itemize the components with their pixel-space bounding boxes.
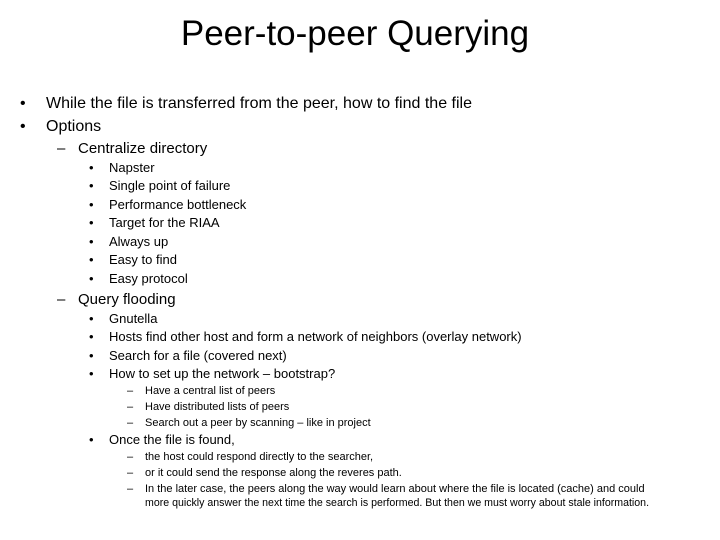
found-item: Once the file is found, <box>109 432 235 447</box>
dash-marker: – <box>57 291 66 308</box>
dash-marker: – <box>127 483 134 495</box>
centralize-item: Performance bottleneck <box>109 197 247 212</box>
bullet-marker: • <box>20 95 26 112</box>
bootstrap-item: Have a central list of peers <box>145 385 276 397</box>
bullet-marker: • <box>89 178 94 193</box>
dash-marker: – <box>127 417 134 429</box>
bullet-marker: • <box>89 329 94 344</box>
bullet-marker: • <box>89 197 94 212</box>
bullet-marker: • <box>89 160 94 175</box>
dash-marker: – <box>127 385 134 397</box>
bullet-marker: • <box>89 348 94 363</box>
dash-marker: – <box>57 140 66 157</box>
bullet-marker: • <box>89 311 94 326</box>
bootstrap-item: Search out a peer by scanning – like in project <box>145 417 371 429</box>
flooding-item: How to set up the network – bootstrap? <box>109 366 336 381</box>
found-subitem-continued: more quickly answer the next time the search is performed. But then we must worry about stale information. <box>145 497 650 509</box>
flooding-heading: Query flooding <box>78 291 176 308</box>
bullet-marker: • <box>89 234 94 249</box>
found-subitem: or it could send the response along the reveres path. <box>145 467 402 479</box>
slide-title: Peer-to-peer Querying <box>180 14 530 53</box>
centralize-item: Easy protocol <box>109 271 188 286</box>
centralize-item: Easy to find <box>109 252 177 267</box>
bullet-marker: • <box>89 432 94 447</box>
bullet-options: Options <box>46 118 102 135</box>
bootstrap-item: Have distributed lists of peers <box>145 401 290 413</box>
bullet-marker: • <box>89 366 94 381</box>
flooding-item: Gnutella <box>109 311 158 326</box>
dash-marker: – <box>127 451 134 463</box>
flooding-item: Search for a file (covered next) <box>109 348 287 363</box>
bullet-marker: • <box>89 252 94 267</box>
dash-marker: – <box>127 467 134 479</box>
centralize-item: Single point of failure <box>109 178 231 193</box>
found-subitem: In the later case, the peers along the way would learn about where the file is located (cache) and could <box>145 483 645 495</box>
centralize-item: Target for the RIAA <box>109 215 220 230</box>
centralize-heading: Centralize directory <box>78 140 208 157</box>
flooding-item: Hosts find other host and form a network of neighbors (overlay network) <box>109 329 522 344</box>
bullet-marker: • <box>89 271 94 286</box>
dash-marker: – <box>127 401 134 413</box>
bullet-marker: • <box>20 118 26 135</box>
bullet-file-transfer: While the file is transferred from the peer, how to find the file <box>46 95 472 112</box>
bullet-marker: • <box>89 215 94 230</box>
centralize-item: Napster <box>109 160 155 175</box>
found-subitem: the host could respond directly to the searcher, <box>145 451 374 463</box>
centralize-item: Always up <box>109 234 169 249</box>
